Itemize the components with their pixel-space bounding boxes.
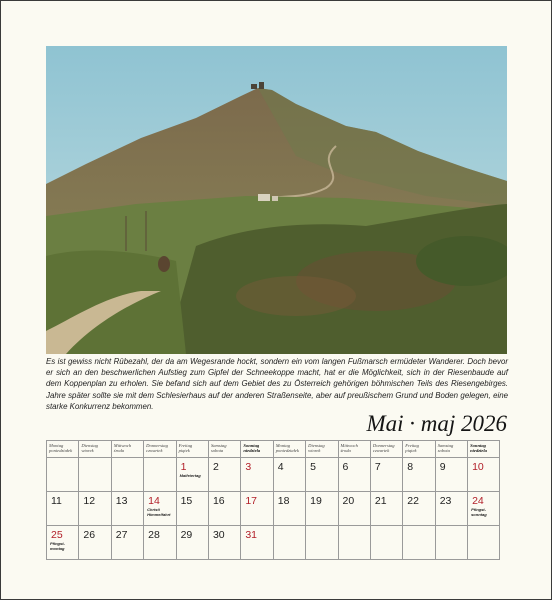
weekday-header xyxy=(241,441,273,458)
day-number: 7 xyxy=(374,461,381,473)
weekday-label xyxy=(339,441,370,453)
day-cell xyxy=(338,492,370,526)
day-number: 5 xyxy=(310,461,316,473)
day-number: 20 xyxy=(342,495,355,507)
weekday-german: Sonntag xyxy=(243,443,260,448)
weekday-label xyxy=(274,441,305,453)
day-number xyxy=(436,526,467,529)
day-number: 29 xyxy=(180,529,193,541)
day-cell xyxy=(403,458,435,492)
day-number: 30 xyxy=(212,529,225,541)
day-number: 16 xyxy=(212,495,225,507)
weekday-german: Mittwoch xyxy=(113,443,132,448)
day-number: 24 xyxy=(472,495,484,507)
day-number: 31 xyxy=(245,529,258,541)
day-cell xyxy=(468,492,500,526)
weekday-header xyxy=(306,441,338,458)
day-number: 2 xyxy=(212,461,219,473)
weekday-german: Sonntag xyxy=(470,443,486,448)
weekday-label xyxy=(177,441,208,453)
weekday-polish: środa xyxy=(113,448,125,454)
day-number: 22 xyxy=(407,495,419,507)
day-cell xyxy=(306,526,338,560)
day-cell xyxy=(241,526,273,560)
weekday-polish: wtorek xyxy=(81,448,94,454)
day-number xyxy=(403,526,434,529)
day-number: 10 xyxy=(472,461,484,473)
weekday-german: Samstag xyxy=(437,443,454,448)
weekday-label xyxy=(436,441,467,453)
week-row xyxy=(47,526,500,560)
day-cell xyxy=(468,458,500,492)
weekday-label xyxy=(144,441,175,453)
day-cell xyxy=(370,492,402,526)
weekday-polish: sobota xyxy=(437,448,450,454)
day-number: 6 xyxy=(342,461,349,473)
calendar-grid xyxy=(46,440,500,560)
weekday-german: Montag xyxy=(275,443,291,448)
day-cell xyxy=(306,458,338,492)
weekday-header xyxy=(176,441,208,458)
weekday-polish: czwartek xyxy=(146,448,163,454)
day-cell xyxy=(338,458,370,492)
weekday-header xyxy=(435,441,467,458)
weekday-polish: piątek xyxy=(405,448,417,454)
day-cell xyxy=(47,526,79,560)
mountain-photo xyxy=(46,46,507,354)
holiday-label: Christi Himmelfahrt xyxy=(147,507,171,517)
day-cell xyxy=(176,458,208,492)
day-number xyxy=(274,526,305,529)
weekday-polish: sobota xyxy=(210,448,224,454)
day-cell xyxy=(468,526,500,560)
day-number: 25 xyxy=(51,529,63,541)
day-number: 17 xyxy=(245,495,258,507)
weekday-label xyxy=(403,441,434,453)
day-number: 8 xyxy=(407,461,414,473)
day-number: 14 xyxy=(148,495,160,507)
weekday-polish: czwartek xyxy=(372,448,390,454)
day-cell xyxy=(208,526,240,560)
weekday-german: Freitag xyxy=(405,443,419,448)
day-number xyxy=(371,526,402,529)
weekday-german: Donnerstag xyxy=(146,443,168,448)
day-cell xyxy=(144,492,176,526)
day-cell xyxy=(208,458,240,492)
weekday-header xyxy=(338,441,370,458)
day-number: 1 xyxy=(180,461,187,473)
weekday-german: Dienstag xyxy=(81,443,98,448)
weekday-header xyxy=(79,441,111,458)
day-cell xyxy=(370,458,402,492)
day-cell xyxy=(306,492,338,526)
day-cell xyxy=(208,492,240,526)
day-number: 4 xyxy=(277,461,284,473)
day-number xyxy=(112,458,143,461)
weekday-polish: wtorek xyxy=(308,448,321,454)
weekday-header xyxy=(403,441,435,458)
day-cell xyxy=(435,526,467,560)
day-number: 13 xyxy=(115,495,128,507)
weekday-polish: piątek xyxy=(178,448,190,454)
weekday-label xyxy=(371,441,402,453)
day-cell xyxy=(403,492,435,526)
weekday-german: Freitag xyxy=(178,443,193,448)
day-number xyxy=(47,458,78,461)
day-number xyxy=(144,458,175,461)
day-number xyxy=(306,526,337,529)
day-cell xyxy=(79,492,111,526)
week-row xyxy=(47,458,500,492)
day-number: 18 xyxy=(277,495,290,507)
weekday-label xyxy=(468,441,499,453)
day-number xyxy=(339,526,370,529)
weekday-german: Montag xyxy=(49,443,64,448)
day-cell xyxy=(144,458,176,492)
day-cell xyxy=(338,526,370,560)
day-number xyxy=(79,458,110,461)
day-cell xyxy=(176,526,208,560)
weekday-label xyxy=(79,441,110,453)
day-number: 9 xyxy=(439,461,446,473)
day-number: 15 xyxy=(180,495,193,507)
day-number: 28 xyxy=(148,529,160,541)
weekday-label xyxy=(306,441,337,453)
day-number: 26 xyxy=(83,529,96,541)
weekday-polish: poniedziałek xyxy=(49,448,73,454)
day-cell xyxy=(111,526,143,560)
holiday-label: Maifeiertag xyxy=(179,473,201,478)
day-cell xyxy=(273,526,305,560)
week-row xyxy=(47,492,500,526)
day-cell xyxy=(273,458,305,492)
day-number: 19 xyxy=(310,495,322,507)
weekday-label xyxy=(241,441,272,453)
day-cell xyxy=(370,526,402,560)
weekday-german: Donnerstag xyxy=(372,443,395,448)
day-number: 21 xyxy=(374,495,387,507)
day-number xyxy=(468,526,499,529)
day-cell xyxy=(241,458,273,492)
holiday-label: Pfingst-montag xyxy=(50,541,65,551)
day-cell xyxy=(241,492,273,526)
day-cell xyxy=(273,492,305,526)
day-cell xyxy=(403,526,435,560)
weekday-polish: niedziela xyxy=(243,448,261,454)
weekday-header xyxy=(468,441,500,458)
weekday-header-row xyxy=(47,441,500,458)
weekday-polish: niedziela xyxy=(470,448,487,454)
day-number: 27 xyxy=(115,529,128,541)
day-cell xyxy=(144,526,176,560)
weekday-header xyxy=(208,441,240,458)
day-cell xyxy=(79,458,111,492)
weekday-label xyxy=(47,441,78,453)
day-cell xyxy=(47,492,79,526)
day-number: 12 xyxy=(83,495,96,507)
day-cell xyxy=(435,492,467,526)
weekday-header xyxy=(47,441,79,458)
month-title: Mai · maj 2026 xyxy=(366,411,507,436)
day-cell xyxy=(111,492,143,526)
weekday-german: Mittwoch xyxy=(340,443,358,448)
day-cell xyxy=(79,526,111,560)
day-cell xyxy=(47,458,79,492)
day-number: 3 xyxy=(245,461,252,473)
day-number: 23 xyxy=(439,495,452,507)
day-cell xyxy=(176,492,208,526)
weekday-label xyxy=(112,441,143,453)
photo-caption: Es ist gewiss nicht Rübezahl, der da am Wegesrande hockt, sondern ein vom langen Fußmarsch ermüdeter Wanderer. Doch bevor er sich an den beschwerlichen Aufstieg zum Gipfel der Schneekoppe macht, hat er die Möglichkeit, sich in der Riesenbaude auf dem Koppenplan zu erholen. Sie befand sich auf dem Gebiet des zu Österreich gehörigen böhmischen Teils des Riesengebirges. Jahre später sollte sie mit dem Schlesierhaus auf der anderen Straßenseite, aber auf preußischem Grund und Boden gelegen, eine starke Konkurrenz bekommen. xyxy=(46,357,508,411)
weekday-label xyxy=(209,441,240,453)
day-cell xyxy=(111,458,143,492)
weekday-header xyxy=(111,441,143,458)
weekday-header xyxy=(273,441,305,458)
weekday-header xyxy=(370,441,402,458)
day-cell xyxy=(435,458,467,492)
holiday-label: Pfingst-sonntag xyxy=(471,507,487,517)
weekday-header xyxy=(144,441,176,458)
day-number: 11 xyxy=(51,495,62,507)
weekday-polish: poniedziałek xyxy=(275,448,299,454)
mountain-illustration xyxy=(46,46,507,354)
weekday-german: Samstag xyxy=(210,443,227,448)
weekday-polish: środa xyxy=(340,448,351,454)
weekday-german: Dienstag xyxy=(308,443,325,448)
